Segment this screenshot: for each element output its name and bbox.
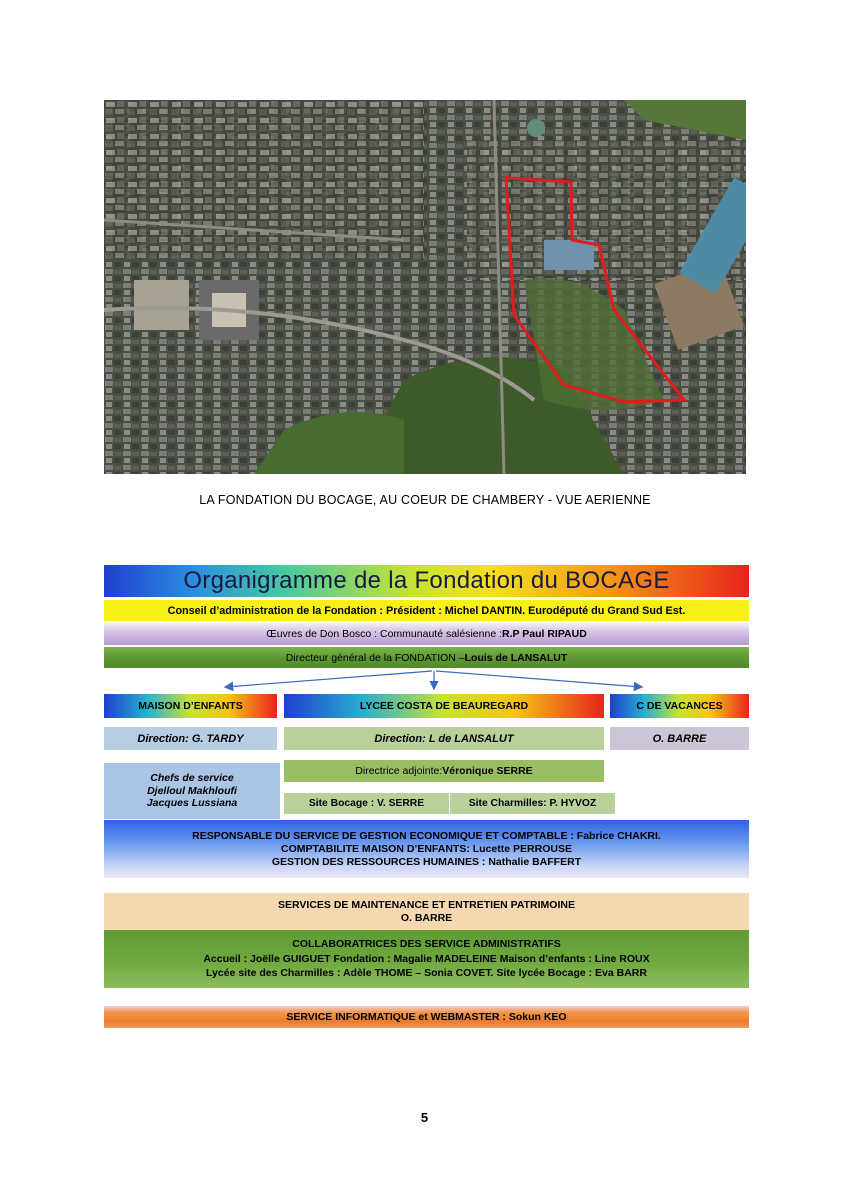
chefs-title: Chefs de service xyxy=(150,772,234,785)
gestion-line-1: RESPONSABLE DU SERVICE DE GESTION ECONOMIQUE ET COMPTABLE : Fabrice CHAKRI. xyxy=(192,829,661,842)
lycee-header: LYCEE COSTA DE BEAUREGARD xyxy=(284,694,604,718)
gestion-line-2: COMPTABILITE MAISON D’ENFANTS: Lucette PERROUSE xyxy=(281,842,572,855)
chefs-name-2: Jacques Lussiana xyxy=(146,797,238,810)
direction-lycee: Direction: L de LANSALUT xyxy=(284,727,604,750)
directeur-box xyxy=(104,647,749,668)
conseil-box: Conseil d’administration de la Fondation : Président : Michel DANTIN. Eurodéputé du Grand Sud Est. xyxy=(104,600,749,621)
chefs-de-service-box xyxy=(104,763,280,819)
vacances-header: C DE VACANCES xyxy=(610,694,749,718)
gestion-line-3: GESTION DES RESSOURCES HUMAINES : Nathalie BAFFERT xyxy=(271,855,582,868)
page-number: 5 xyxy=(420,1110,429,1125)
maintenance-line-1: SERVICES DE MAINTENANCE ET ENTRETIEN PATRIMOINE xyxy=(278,898,575,911)
connector-arrows xyxy=(104,668,749,694)
chefs-name-1: Djelloul Makhloufi xyxy=(147,784,237,797)
adjointe-name: Véronique SERRE xyxy=(442,765,533,777)
maintenance-box xyxy=(104,893,749,930)
site-bocage-box: Site Bocage : V. SERRE xyxy=(284,793,449,814)
photo-caption: LA FONDATION DU BOCAGE, AU COEUR DE CHAMBERY - VUE AERIENNE xyxy=(199,493,651,507)
gestion-box xyxy=(104,820,749,878)
aerial-photo xyxy=(104,100,746,474)
collab-line-2: Accueil : Joëlle GUIGUET Fondation : Magalie MADELEINE Maison d’enfants : Line ROUX xyxy=(203,952,650,965)
maintenance-line-2: O. BARRE xyxy=(400,911,453,924)
site-charmilles-box: Site Charmilles: P. HYVOZ xyxy=(450,793,615,814)
direction-maison: Direction: G. TARDY xyxy=(104,727,277,750)
oeuvres-box xyxy=(104,623,749,645)
directeur-name: Louis de LANSALUT xyxy=(464,651,568,664)
org-chart-title: Organigramme de la Fondation du BOCAGE xyxy=(104,565,749,597)
collaboratrices-box xyxy=(104,930,749,988)
collab-line-1: COLLABORATRICES DES SERVICE ADMINISTRATIFS xyxy=(292,938,561,951)
collab-line-3: Lycée site des Charmilles : Adèle THOME – Sonia COVET. Site lycée Bocage : Eva BARR xyxy=(206,967,647,980)
oeuvres-name: R.P Paul RIPAUD xyxy=(502,628,587,640)
oeuvres-label: Œuvres de Don Bosco : Communauté salésienne : xyxy=(266,628,502,640)
informatique-box: SERVICE INFORMATIQUE et WEBMASTER : Sokun KEO xyxy=(104,1006,749,1028)
directrice-adjointe-box xyxy=(284,760,604,782)
maison-header: MAISON D’ENFANTS xyxy=(104,694,277,718)
direction-vacances: O. BARRE xyxy=(610,727,749,750)
adjointe-label: Directrice adjointe: xyxy=(355,765,443,777)
directeur-label: Directeur général de la FONDATION – xyxy=(285,651,465,664)
